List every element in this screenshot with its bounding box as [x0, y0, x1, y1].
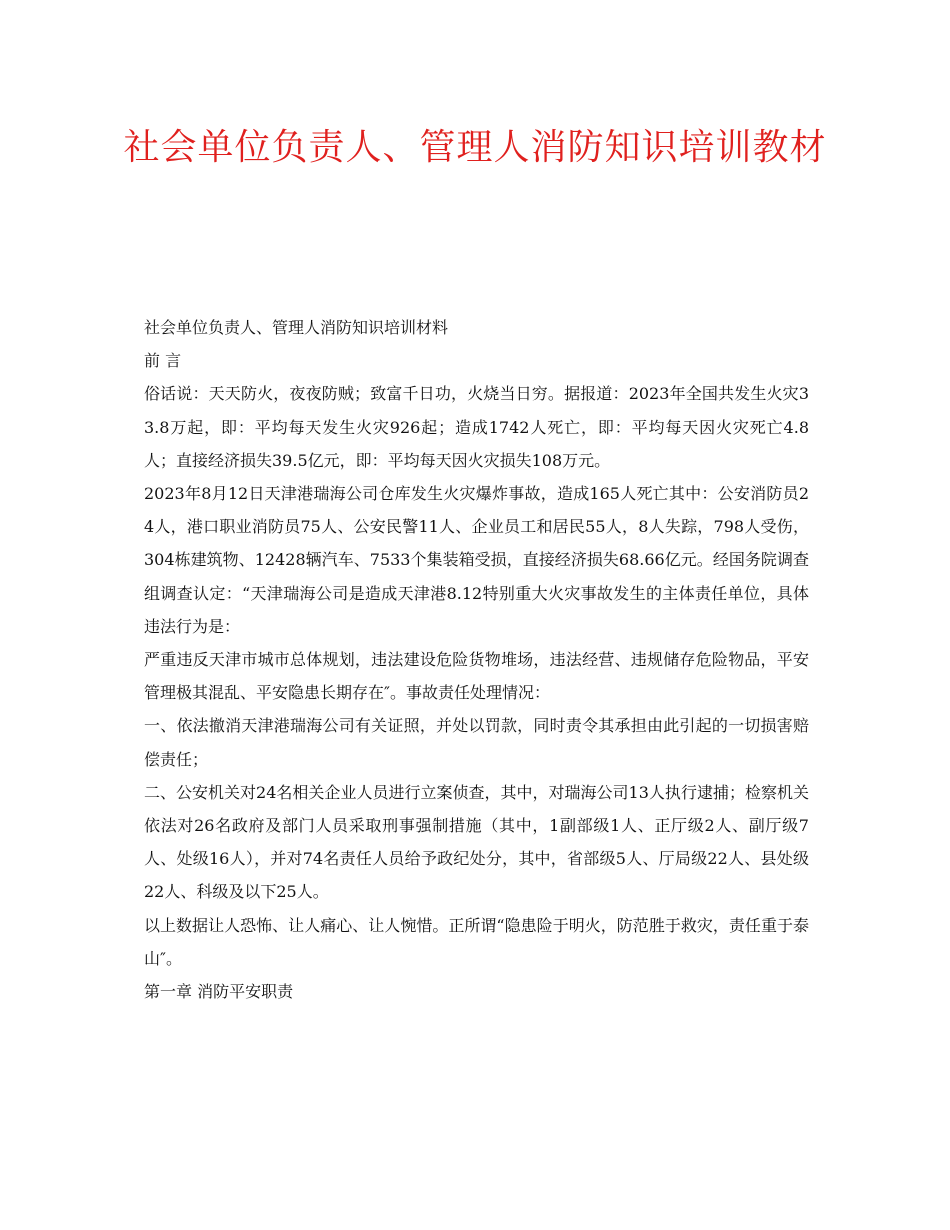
chapter-heading: 第一章 消防平安职责 [144, 982, 294, 1002]
body-paragraph: 以上数据让人恐怖、让人痛心、让人惋惜。正所谓“隐患险于明火，防范胜于救灾，责任重于泰山″。 [144, 915, 809, 968]
body-paragraph: 2023年8月12日天津港瑞海公司仓库发生火灾爆炸事故，造成165人死亡其中：公安消防员24人，港口职业消防员75人、公安民警11人、企业员工和居民55人，8人失踪，798人受伤，304栋建筑物、12428辆汽车、7533个集装箱受损，直接经济损失68.66亿元。经国务院调查组调查认定：“天津瑞海公司是造成天津港8.12特别重大火灾事故发生的主体责任单位，具体违法行为是： [144, 484, 809, 636]
document-title: 社会单位负责人、管理人消防知识培训教材 [123, 127, 827, 168]
body-paragraph: 一、依法撤消天津港瑞海公司有关证照，并处以罚款，同时责令其承担由此引起的一切损害赔偿责任； [144, 716, 809, 769]
subtitle-paragraph: 社会单位负责人、管理人消防知识培训材料 [144, 318, 449, 337]
document-body [144, 311, 809, 1008]
body-paragraph: 俗话说：天天防火，夜夜防贼；致富千日功，火烧当日穷。据报道：2023年全国共发生火灾33.8万起，即：平均每天发生火灾926起；造成1742人死亡，即：平均每天因火灾死亡4.8人；直接经济损失39.5亿元，即：平均每天因火灾损失108万元。 [144, 384, 809, 470]
body-paragraph: 严重违反天津市城市总体规划，违法建设危险货物堆场，违法经营、违规储存危险物品，平安管理极其混乱、平安隐患长期存在″。事故责任处理情况： [144, 650, 809, 703]
body-paragraph: 二、公安机关对24名相关企业人员进行立案侦查，其中，对瑞海公司13人执行逮捕；检察机关依法对26名政府及部门人员采取刑事强制措施（其中，1副部级1人、正厅级2人、副厅级7人、处级16人），并对74名责任人员给予政纪处分，其中，省部级5人、厅局级22人、县处级22人、科级及以下25人。 [144, 782, 809, 902]
preface-heading: 前 言 [144, 351, 182, 371]
